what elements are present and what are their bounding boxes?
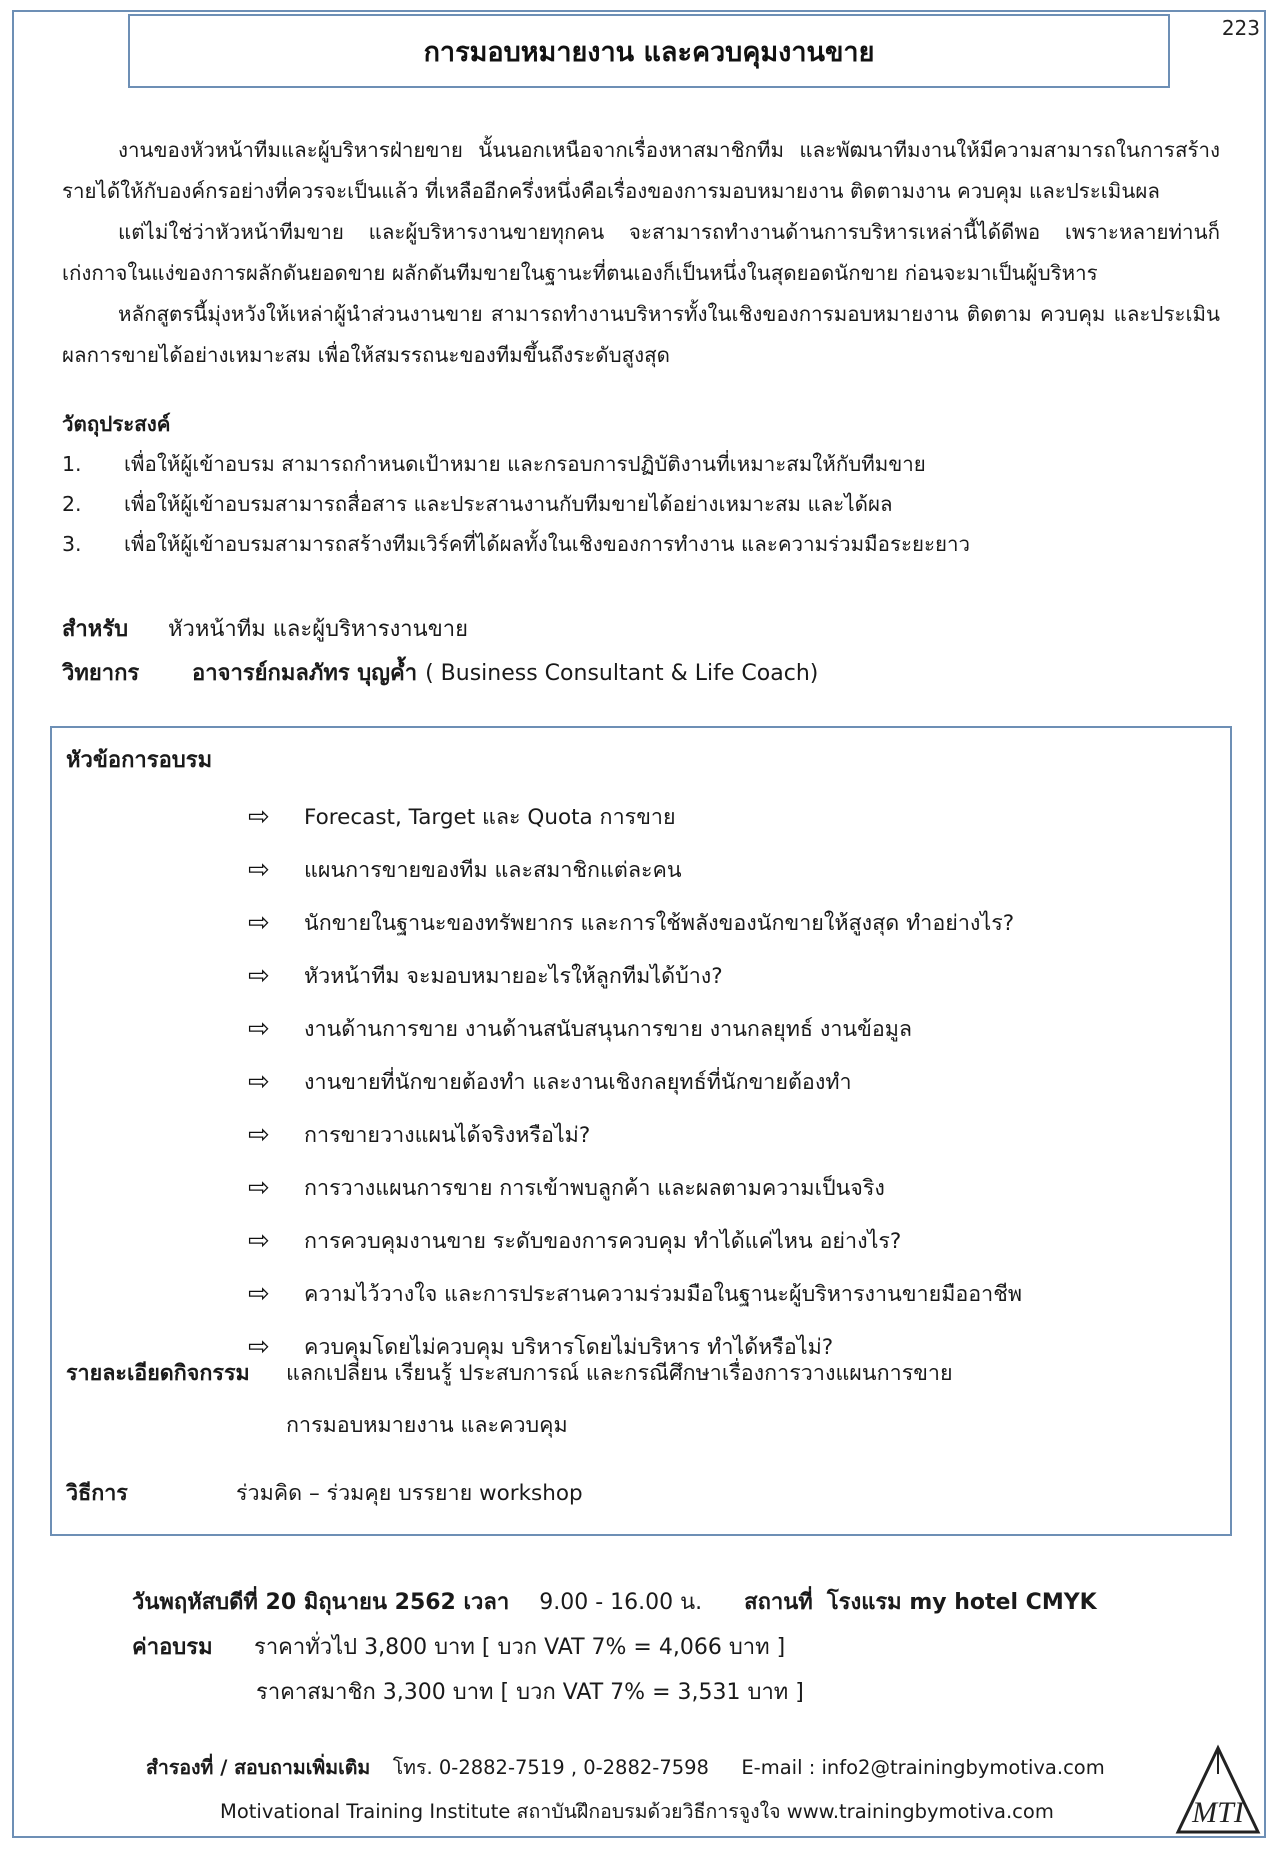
topic-item <box>248 1108 1022 1161</box>
speaker-title: ( Business Consultant & Life Coach) <box>425 661 819 686</box>
topic-item <box>248 1267 1022 1320</box>
objectives-heading: วัตถุประสงค์ <box>62 412 171 436</box>
page-number: 223 <box>1221 16 1260 40</box>
objective-item <box>62 444 1220 484</box>
activity-row <box>66 1400 953 1452</box>
activity-label: รายละเอียดกิจกรรม <box>66 1361 250 1386</box>
arrow-right-icon: ⇨ <box>248 1225 270 1256</box>
activity-text: การมอบหมายงาน และควบคุม <box>286 1413 568 1438</box>
topics-box <box>50 726 1232 1536</box>
method-label: วิธีการ <box>66 1481 128 1506</box>
audience-value: หัวหน้าทีม และผู้บริหารงานขาย <box>168 617 468 642</box>
topic-text: แผนการขายของทีม และสมาชิกแต่ละคน <box>304 857 682 883</box>
topic-item <box>248 1002 1022 1055</box>
spacer <box>813 1580 827 1625</box>
fee-label: ค่าอบรม <box>132 1635 213 1660</box>
general-price: ราคาทั่วไป 3,800 บาท [ บวก VAT 7% = 4,066 บาท ] <box>254 1635 786 1660</box>
objective-number: 3. <box>62 532 82 556</box>
venue-label: สถานที่ <box>744 1590 813 1615</box>
arrow-right-icon: ⇨ <box>248 1119 270 1150</box>
time-value: 9.00 - 16.00 น. <box>539 1590 703 1615</box>
speaker-name: อาจารย์กมลภัทร บุญค้ำ <box>192 661 418 686</box>
arrow-right-icon: ⇨ <box>248 1331 270 1362</box>
intro-paragraph: งานของหัวหน้าทีมและผู้บริหารฝ่ายขาย นั้นนอกเหนือจากเรื่องหาสมาชิกทีม และพัฒนาทีมงานให้มีความสามารถในการสร้างรายได้ให้กับองค์กรอย่างที่ควรจะเป็นแล้ว ที่เหลืออีกครึ่งหนึ่งคือเรื่องของการมอบหมายงาน ติดตามงาน ควบคุม และประเมินผล <box>62 138 1220 203</box>
topic-text: การควบคุมงานขาย ระดับของการควบคุม ทำได้แค่ไหน อย่างไร? <box>304 1228 902 1254</box>
topic-text: การขายวางแผนได้จริงหรือไม่? <box>304 1122 591 1148</box>
topic-item <box>248 843 1022 896</box>
topic-item <box>248 1214 1022 1267</box>
objective-text: เพื่อให้ผู้เข้าอบรม สามารถกำหนดเป้าหมาย และกรอบการปฏิบัติงานที่เหมาะสมให้กับทีมขาย <box>124 452 926 476</box>
footer-contact <box>146 1752 1105 1783</box>
arrow-right-icon: ⇨ <box>248 854 270 885</box>
objective-number: 1. <box>62 452 82 476</box>
date-row <box>132 1580 1097 1625</box>
arrow-right-icon: ⇨ <box>248 1278 270 1309</box>
objectives-section <box>62 404 1220 564</box>
objective-number: 2. <box>62 492 82 516</box>
activity-text: แลกเปลี่ยน เรียนรู้ ประสบการณ์ และกรณีศึกษาเรื่องการวางแผนการขาย <box>286 1361 953 1386</box>
arrow-right-icon: ⇨ <box>248 1013 270 1044</box>
topic-item <box>248 1055 1022 1108</box>
method-value: ร่วมคิด – ร่วมคุย บรรยาย workshop <box>236 1481 583 1506</box>
spacer <box>132 1670 256 1715</box>
date-label: วันพฤหัสบดีที่ 20 มิถุนายน 2562 เวลา <box>132 1590 510 1615</box>
audience-label: สำหรับ <box>62 617 129 642</box>
spacer <box>702 1580 744 1625</box>
footer-institute: Motivational Training Institute สถาบันฝึกอบรมด้วยวิธีการจูงใจ www.trainingbymotiva.com <box>220 1800 1054 1823</box>
spacer <box>509 1580 539 1625</box>
arrow-right-icon: ⇨ <box>248 801 270 832</box>
objective-text: เพื่อให้ผู้เข้าอบรมสามารถสร้างทีมเวิร์คที่ได้ผลทั้งในเชิงของการทำงาน และความร่วมมือระยะยาว <box>124 532 971 556</box>
logo-text: MTI <box>1192 1796 1244 1829</box>
activity-row <box>66 1348 953 1400</box>
topic-item <box>248 790 1022 843</box>
topic-text: หัวหน้าทีม จะมอบหมายอะไรให้ลูกทีมได้บ้าง? <box>304 963 723 989</box>
member-price-row <box>132 1670 1097 1715</box>
mti-logo-icon <box>1170 1744 1266 1836</box>
speaker-label: วิทยากร <box>62 661 140 686</box>
objective-item <box>62 524 1220 564</box>
audience-row <box>62 608 818 652</box>
objective-item <box>62 484 1220 524</box>
contact-email: E-mail : info2@trainingbymotiva.com <box>741 1756 1105 1779</box>
arrow-right-icon: ⇨ <box>248 960 270 991</box>
schedule-section <box>132 1580 1097 1715</box>
objective-text: เพื่อให้ผู้เข้าอบรมสามารถสื่อสาร และประสานงานกับทีมขายได้อย่างเหมาะสม และได้ผล <box>124 492 893 516</box>
topics-heading: หัวข้อการอบรม <box>66 748 213 773</box>
topic-text: การวางแผนการขาย การเข้าพบลูกค้า และผลตามความเป็นจริง <box>304 1175 885 1201</box>
contact-phone: โทร. 0-2882-7519 , 0-2882-7598 <box>392 1756 709 1779</box>
arrow-right-icon: ⇨ <box>248 1066 270 1097</box>
topic-item <box>248 949 1022 1002</box>
topic-item <box>248 896 1022 949</box>
activity-section <box>66 1348 953 1452</box>
page-title: การมอบหมายงาน และควบคุมงานขาย <box>128 14 1170 88</box>
topic-list <box>248 790 1022 1373</box>
intro-section <box>62 130 1220 376</box>
topic-text: งานด้านการขาย งานด้านสนับสนุนการขาย งานกลยุทธ์ งานข้อมูล <box>304 1016 913 1042</box>
method-row <box>66 1468 583 1520</box>
topic-item <box>248 1161 1022 1214</box>
arrow-right-icon: ⇨ <box>248 907 270 938</box>
topic-text: งานขายที่นักขายต้องทำ และงานเชิงกลยุทธ์ที่นักขายต้องทำ <box>304 1069 852 1095</box>
course-meta <box>62 608 818 696</box>
topic-text: นักขายในฐานะของทรัพยากร และการใช้พลังของนักขายให้สูงสุด ทำอย่างไร? <box>304 910 1015 936</box>
member-price: ราคาสมาชิก 3,300 บาท [ บวก VAT 7% = 3,531 บาท ] <box>256 1680 804 1705</box>
topic-text: ความไว้วางใจ และการประสานความร่วมมือในฐานะผู้บริหารงานขายมืออาชีพ <box>304 1281 1023 1307</box>
intro-paragraph: หลักสูตรนี้มุ่งหวังให้เหล่าผู้นำส่วนงานขาย สามารถทำงานบริหารทั้งในเชิงของการมอบหมายงาน ติดตาม ควบคุม และประเมินผลการขายได้อย่างเหมาะสม เพื่อให้สมรรถนะของทีมขึ้นถึงระดับสูงสุด <box>62 302 1220 367</box>
venue-value: โรงแรม my hotel CMYK <box>826 1590 1097 1615</box>
activity-indent <box>66 1400 286 1452</box>
arrow-right-icon: ⇨ <box>248 1172 270 1203</box>
speaker-row <box>62 652 818 696</box>
intro-paragraph: แต่ไม่ใช่ว่าหัวหน้าทีมขาย และผู้บริหารงานขายทุกคน จะสามารถทำงานด้านการบริหารเหล่านี้ได้ดีพอ เพราะหลายท่านก็เก่งกาจในแง่ของการผลักดันยอดขาย ผลักดันทีมขายในฐานะที่ตนเองก็เป็นหนึ่งในสุดยอดนักขาย ก่อนจะมาเป็นผู้บริหาร <box>62 220 1220 285</box>
topic-text: Forecast, Target และ Quota การขาย <box>304 804 676 830</box>
fee-row <box>132 1625 1097 1670</box>
contact-label: สำรองที่ / สอบถามเพิ่มเติม <box>146 1756 371 1779</box>
topic-text: ควบคุมโดยไม่ควบคุม บริหารโดยไม่บริหาร ทำได้หรือไม่? <box>304 1334 834 1360</box>
